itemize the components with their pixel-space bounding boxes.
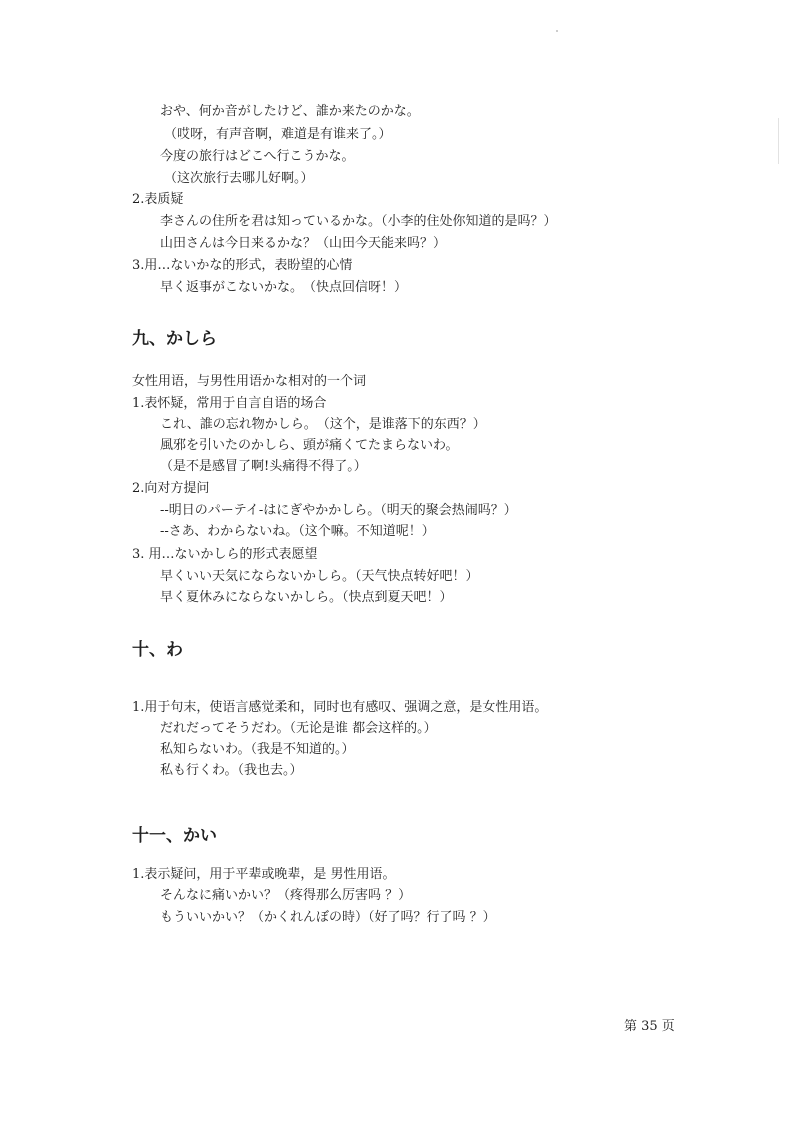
example-line: これ、誰の忘れ物かしら。 （这个，是谁落下的东西？） [160, 417, 486, 432]
example-line: 私も行くわ。（我也去。） [160, 763, 303, 778]
item-title: 2.向对方提问 [132, 481, 210, 496]
example-line: --さあ、わからないね。（这个嘛。不知道呢！） [160, 524, 435, 539]
item-title: 1.表示疑问，用于平辈或晚辈，是 男性用语。 [132, 867, 396, 882]
section-heading-kashira: 九、かしら [132, 329, 217, 349]
example-line: もういいかい？（かくれんぼの時）（好了吗？行了吗 ？） [160, 910, 496, 925]
example-cn: （哎呀，有声音啊，难道是有谁来了。） [164, 127, 392, 142]
scan-edge-mark [778, 118, 779, 164]
item-title: 3. 用…ないかしら的形式表愿望 [132, 547, 318, 562]
example-line: 早くいい天気にならないかしら。（天气快点转好吧！） [160, 569, 479, 584]
example-jp: 今度の旅行はどこへ行こうかな。 [160, 149, 355, 164]
item-title: 1.表怀疑，常用于自言自语的场合 [132, 396, 327, 411]
scan-speck [556, 30, 558, 32]
item-title: 1.用于句末，使语言感觉柔和，同时也有感叹、强调之意，是女性用语。 [132, 700, 548, 715]
example-line: そんなに痛いかい？（疼得那么厉害吗 ？） [160, 888, 412, 903]
section-heading-wa: 十、わ [132, 640, 183, 660]
example-line: 山田さんは今日来るかな？（山田今天能来吗？） [160, 236, 447, 251]
page-number: 第 35 页 [624, 1019, 675, 1034]
section-heading-kai: 十一、かい [132, 826, 217, 846]
example-line: --明日のパーテイ-はにぎやかかしら。（明天的聚会热闹吗？） [160, 503, 517, 518]
item-title: 3.用…ないかな的形式，表盼望的心情 [132, 258, 353, 273]
example-line: 風邪を引いたのかしら、頭が痛くてたまらないわ。 [160, 438, 459, 453]
example-line: 早く夏休みにならないかしら。（快点到夏天吧！） [160, 590, 453, 605]
example-line: 私知らないわ。（我是不知道的。） [160, 742, 355, 757]
section-intro: 女性用语，与男性用语かな相对的一个词 [132, 374, 367, 389]
example-jp: おや、何か音がしたけど、誰か来たのかな。 [160, 104, 420, 119]
example-line: だれだってそうだわ。（无论是谁 都会这样的。） [160, 721, 437, 736]
example-cn: （是不是感冒了啊!头痛得不得了。） [160, 459, 367, 474]
example-cn: （这次旅行去哪儿好啊。） [164, 171, 314, 186]
example-line: 李さんの住所を君は知っているかな。（小李的住处你知道的是吗？） [160, 214, 557, 229]
item-title: 2.表质疑 [132, 192, 184, 207]
example-line: 早く返事がこないかな。 （快点回信呀！） [160, 280, 408, 295]
